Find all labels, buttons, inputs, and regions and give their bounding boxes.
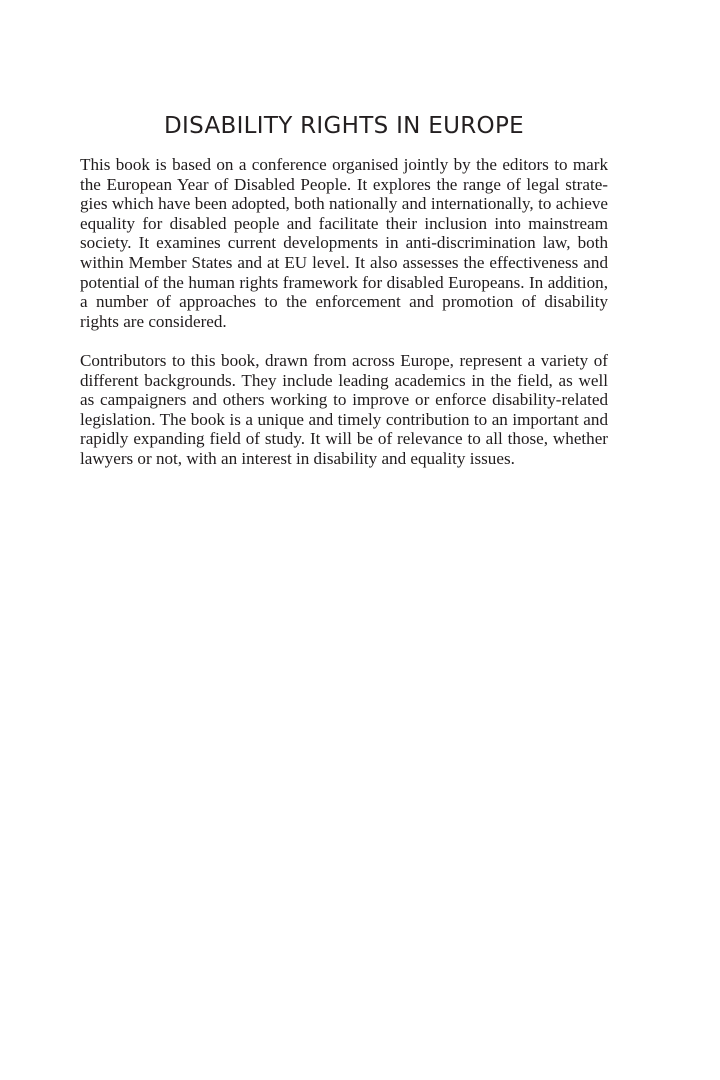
blurb-paragraph: This book is based on a conference organised jointly by the editors to mark the European Year of Disabled People. It explores the range of legal strategies which have been adopted, both nationally and internationally, to achieve equality for disabled people and facilitate their inclusion into mainstream society. It examines current developments in anti-discrimination law, both within Member States and at EU level. It also assesses the effectiveness and potential of the human rights framework for disabled Europeans. In addition, a number of approaches to the enforcement and promotion of disability rights are considered. [80,155,608,331]
blurb-text-block [80,155,608,469]
blurb-paragraph: Contributors to this book, drawn from across Europe, represent a variety of different backgrounds. They include leading academics in the field, as well as campaigners and others working to improve or enforce disability-related legislation. The book is a unique and timely contribution to an important and rapidly expanding field of study. It will be of relevance to all those, whether lawyers or not, with an interest in disability and equality issues. [80,350,608,468]
page-title: DISABILITY RIGHTS IN EUROPE [164,113,524,139]
